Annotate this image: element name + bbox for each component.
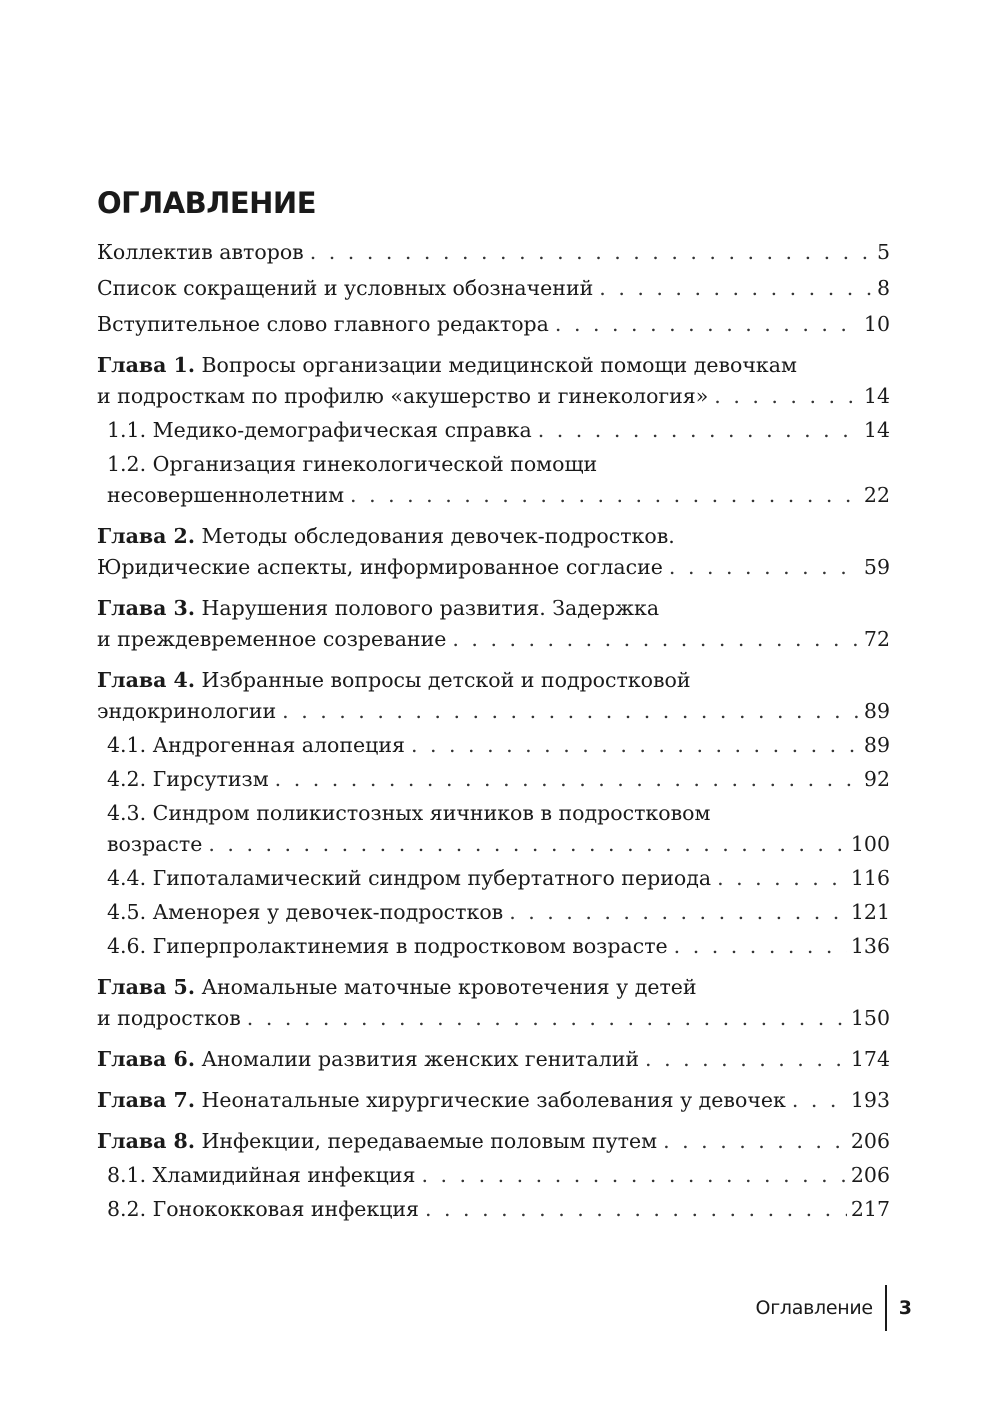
toc-entry-line <box>97 972 890 1003</box>
toc-entry-text <box>97 524 675 548</box>
chapter-label: Глава 3. <box>97 596 195 620</box>
toc-page-number: 136 <box>850 934 890 958</box>
dot-leader <box>247 1003 847 1034</box>
toc-entry-title-text: Вопросы организации медицинской помощи девочкам <box>194 353 797 377</box>
dot-leader <box>792 1085 847 1116</box>
toc-entry-text <box>97 624 446 655</box>
toc-section-entry <box>97 1194 890 1225</box>
toc-chapter-entry <box>97 1085 890 1116</box>
toc-chapter-entry <box>97 350 890 412</box>
toc-entry <box>97 309 890 340</box>
dot-leader <box>663 1126 847 1157</box>
toc-page-number: 150 <box>850 1006 890 1030</box>
toc-entry-last-line <box>107 863 890 894</box>
toc-page-number: 59 <box>863 555 890 579</box>
dot-leader <box>452 624 860 655</box>
toc-entry-text <box>97 309 549 340</box>
toc-chapter-entry <box>97 593 890 655</box>
toc-entry-last-line <box>97 1126 890 1157</box>
toc-entry-last-line <box>107 931 890 962</box>
toc-entry-title-text: 8.1. Хламидийная инфекция <box>107 1163 416 1187</box>
dot-leader <box>674 931 847 962</box>
toc-entry-last-line <box>97 1003 890 1034</box>
dot-leader <box>717 863 847 894</box>
dot-leader <box>555 309 860 340</box>
toc-entry-last-line <box>107 480 890 511</box>
toc-entry-title-text: возрасте <box>107 832 203 856</box>
toc-page-number: 14 <box>863 384 890 408</box>
dot-leader <box>411 730 860 761</box>
toc-chapter-entry <box>97 1044 890 1075</box>
dot-leader <box>645 1044 847 1075</box>
toc-entry-text <box>107 730 405 761</box>
toc-entry-title-text: 4.2. Гирсутизм <box>107 767 269 791</box>
toc-entry-title-text: Юридические аспекты, информированное согласие <box>97 555 663 579</box>
toc-entry-text <box>107 801 710 825</box>
toc-entry-text <box>97 353 797 377</box>
toc-page-number: 206 <box>850 1129 890 1153</box>
toc-page-number: 193 <box>850 1088 890 1112</box>
toc-entry-title-text: Аномалии развития женских гениталий <box>194 1047 640 1071</box>
footer-section-title: Оглавление <box>755 1297 873 1319</box>
toc-section-entry <box>97 798 890 860</box>
toc-entry-text <box>97 596 659 620</box>
dot-leader <box>714 381 860 412</box>
toc-entry-last-line <box>97 624 890 655</box>
toc-page-number: 8 <box>876 276 890 300</box>
toc-entry-title-text: Инфекции, передаваемые половым путем <box>194 1129 658 1153</box>
toc-entry-line <box>107 449 890 480</box>
toc-entry-last-line <box>107 415 890 446</box>
toc-entry-text <box>97 1044 639 1075</box>
toc-page-number: 116 <box>850 866 890 890</box>
toc-entry-text <box>107 829 202 860</box>
page-number: 3 <box>898 1297 912 1319</box>
toc-chapter-entry <box>97 521 890 583</box>
chapter-label: Глава 5. <box>97 975 195 999</box>
dot-leader <box>538 415 860 446</box>
toc-chapter-entry <box>97 972 890 1034</box>
toc-entry-text <box>107 863 711 894</box>
toc-entry-title-text: 4.4. Гипоталамический синдром пубертатного периода <box>107 866 712 890</box>
toc-entry-text <box>97 237 304 268</box>
toc-entry-title-text: 8.2. Гонококковая инфекция <box>107 1197 419 1221</box>
toc-entry-line <box>97 593 890 624</box>
toc-entry-last-line <box>107 1194 890 1225</box>
toc-entry-text <box>107 764 269 795</box>
toc-section-entry <box>97 730 890 761</box>
toc-entry-title-text: 4.3. Синдром поликистозных яичников в подростковом <box>107 801 711 825</box>
toc-page-number: 72 <box>863 627 890 651</box>
toc-entry-last-line <box>107 829 890 860</box>
toc-entry-title-text: Аномальные маточные кровотечения у детей <box>194 975 697 999</box>
toc-entry-text <box>107 931 668 962</box>
toc-page-number: 22 <box>863 483 890 507</box>
toc-entries <box>97 237 890 1225</box>
toc-entry-title-text: 1.1. Медико-демографическая справка <box>107 418 532 442</box>
toc-page-number: 100 <box>850 832 890 856</box>
toc-entry-title-text: и подростков <box>97 1006 241 1030</box>
toc-page-number: 89 <box>863 733 890 757</box>
toc-entry-text <box>97 381 708 412</box>
toc-section-entry <box>97 931 890 962</box>
dot-leader <box>282 696 860 727</box>
chapter-label: Глава 2. <box>97 524 195 548</box>
toc-entry-title-text: эндокринологии <box>97 699 277 723</box>
toc-entry-last-line <box>97 1044 890 1075</box>
toc-entry-title-text: и преждевременное созревание <box>97 627 447 651</box>
toc-entry-last-line <box>107 897 890 928</box>
toc-page-number: 217 <box>850 1197 890 1221</box>
toc-entry-line <box>97 521 890 552</box>
toc-page-number: 174 <box>850 1047 890 1071</box>
toc-entry-text <box>97 1085 786 1116</box>
toc-page-number: 89 <box>863 699 890 723</box>
dot-leader <box>599 273 873 304</box>
toc-entry-text <box>97 696 276 727</box>
chapter-label: Глава 7. <box>97 1088 195 1112</box>
dot-leader <box>275 764 860 795</box>
toc-entry-title-text: 1.2. Организация гинекологической помощи <box>107 452 598 476</box>
toc-entry-last-line <box>107 1160 890 1191</box>
toc-section-entry <box>97 415 890 446</box>
toc-entry-title-text: несовершеннолетним <box>107 483 345 507</box>
toc-entry-text <box>107 480 344 511</box>
dot-leader <box>425 1194 847 1225</box>
toc-entry-title-text: Вступительное слово главного редактора <box>97 312 549 336</box>
toc-entry-last-line <box>97 309 890 340</box>
toc-entry-last-line <box>97 696 890 727</box>
toc-chapter-entry <box>97 665 890 727</box>
toc-entry-last-line <box>97 273 890 304</box>
toc-page-number: 206 <box>850 1163 890 1187</box>
toc-entry <box>97 273 890 304</box>
dot-leader <box>669 552 860 583</box>
dot-leader <box>208 829 846 860</box>
toc-entry-last-line <box>97 237 890 268</box>
toc-entry-text <box>97 1003 241 1034</box>
toc-chapter-entry <box>97 1126 890 1157</box>
toc-entry-title-text: 4.6. Гиперпролактинемия в подростковом возрасте <box>107 934 668 958</box>
chapter-label: Глава 4. <box>97 668 195 692</box>
toc-entry-text <box>97 273 593 304</box>
toc-page-number: 121 <box>850 900 890 924</box>
dot-leader <box>421 1160 846 1191</box>
toc-entry-title-text: и подросткам по профилю «акушерство и гинекология» <box>97 384 709 408</box>
toc-entry-last-line <box>97 381 890 412</box>
toc-entry-text <box>97 668 691 692</box>
toc-entry-last-line <box>107 730 890 761</box>
page-title: ОГЛАВЛЕНИЕ <box>97 186 317 220</box>
dot-leader <box>509 897 847 928</box>
page-footer <box>756 1285 912 1331</box>
toc-entry-text <box>97 1126 657 1157</box>
toc-entry-text <box>107 1194 419 1225</box>
toc-entry-title-text: Избранные вопросы детской и подростковой <box>194 668 691 692</box>
toc-entry-title-text: 4.1. Андрогенная алопеция <box>107 733 405 757</box>
toc-page-number: 92 <box>863 767 890 791</box>
toc-entry-text <box>107 1160 415 1191</box>
toc-entry-title-text: Методы обследования девочек-подростков. <box>194 524 675 548</box>
toc-entry-title-text: Коллектив авторов <box>97 240 304 264</box>
chapter-label: Глава 8. <box>97 1129 195 1153</box>
toc-entry-text <box>107 415 532 446</box>
table-of-contents <box>97 183 890 1225</box>
toc-page-number: 5 <box>876 240 890 264</box>
dot-leader <box>350 480 860 511</box>
toc-page-number: 10 <box>863 312 890 336</box>
toc-section-entry <box>97 449 890 511</box>
chapter-label: Глава 1. <box>97 353 195 377</box>
toc-entry-last-line <box>97 1085 890 1116</box>
toc-entry-text <box>97 975 697 999</box>
dot-leader <box>310 237 873 268</box>
chapter-label: Глава 6. <box>97 1047 195 1071</box>
toc-entry-last-line <box>97 552 890 583</box>
toc-entry-text <box>107 452 597 476</box>
toc-entry <box>97 237 890 268</box>
toc-entry-text <box>107 897 503 928</box>
toc-entry-title-text: Список сокращений и условных обозначений <box>97 276 594 300</box>
toc-entry-line <box>97 350 890 381</box>
toc-entry-title-text: 4.5. Аменорея у девочек-подростков <box>107 900 504 924</box>
toc-section-entry <box>97 863 890 894</box>
toc-section-entry <box>97 1160 890 1191</box>
toc-entry-text <box>97 552 663 583</box>
toc-section-entry <box>97 764 890 795</box>
toc-entry-line <box>97 665 890 696</box>
toc-entry-title-text: Нарушения полового развития. Задержка <box>194 596 660 620</box>
toc-section-entry <box>97 897 890 928</box>
toc-entry-last-line <box>107 764 890 795</box>
toc-entry-title-text: Неонатальные хирургические заболевания у девочек <box>194 1088 786 1112</box>
toc-entry-line <box>107 798 890 829</box>
toc-page-number: 14 <box>863 418 890 442</box>
